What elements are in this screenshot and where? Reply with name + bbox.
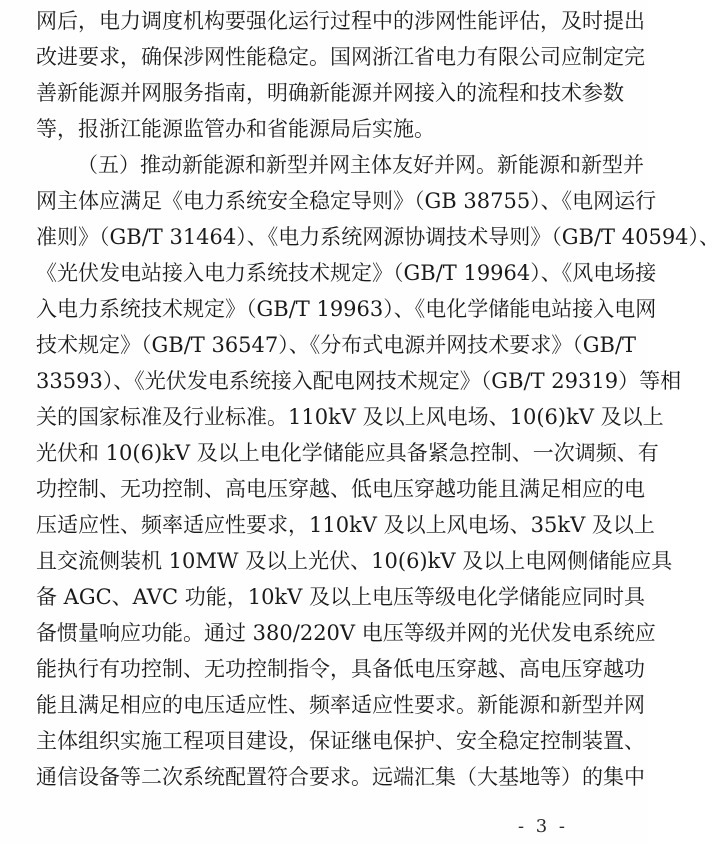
text-line: 备惯量响应功能。通过 380/220V 电压等级并网的光伏发电系统应 bbox=[36, 621, 656, 645]
section-heading-line: （五）推动新能源和新型并网主体友好并网。新能源和新型并 bbox=[77, 153, 644, 177]
text-line: 技术规定》（GB/T 36547）、《分布式电源并网技术要求》（GB/T bbox=[36, 333, 637, 357]
text-line: 《光伏发电站接入电力系统技术规定》（GB/T 19964）、《风电场接 bbox=[36, 261, 657, 285]
text-line: 准则》（GB/T 31464）、《电力系统网源协调技术导则》（GB/T 40594）、 bbox=[36, 225, 720, 249]
text-line: 压适应性、频率适应性要求，110kV 及以上风电场、35kV 及以上 bbox=[36, 513, 655, 537]
text-line: 备 AGC、AVC 功能，10kV 及以上电压等级电化学储能应同时具 bbox=[36, 585, 645, 609]
text-line: 改进要求，确保涉网性能稳定。国网浙江省电力有限公司应制定完 bbox=[36, 45, 645, 69]
page-number: - 3 - bbox=[517, 816, 568, 837]
text-line: 功控制、无功控制、高电压穿越、低电压穿越功能且满足相应的电 bbox=[36, 477, 645, 501]
text-line: 等，报浙江能源监管办和省能源局后实施。 bbox=[36, 117, 435, 141]
text-line: 光伏和 10(6)kV 及以上电化学储能应具备紧急控制、一次调频、有 bbox=[36, 441, 659, 465]
text-line: 能执行有功控制、无功控制指令，具备低电压穿越、高电压穿越功 bbox=[36, 657, 645, 681]
text-line: 入电力系统技术规定》（GB/T 19963）、《电化学储能电站接入电网 bbox=[36, 297, 657, 321]
text-line: 33593）、《光伏发电系统接入配电网技术规定》（GB/T 29319）等相 bbox=[36, 369, 682, 393]
text-line: 且交流侧装机 10MW 及以上光伏、10(6)kV 及以上电网侧储能应具 bbox=[36, 549, 673, 573]
text-line: 通信设备等二次系统配置符合要求。远端汇集（大基地等）的集中 bbox=[36, 765, 645, 789]
text-line: 关的国家标准及行业标准。110kV 及以上风电场、10(6)kV 及以上 bbox=[36, 405, 664, 429]
text-line: 网主体应满足《电力系统安全稳定导则》（GB 38755）、《电网运行 bbox=[36, 189, 657, 213]
text-line: 善新能源并网服务指南，明确新能源并网接入的流程和技术参数 bbox=[36, 81, 624, 105]
text-line: 能且满足相应的电压适应性、频率适应性要求。新能源和新型并网 bbox=[36, 693, 645, 717]
text-line: 网后，电力调度机构要强化运行过程中的涉网性能评估，及时提出 bbox=[36, 9, 645, 33]
text-line: 主体组织实施工程项目建设，保证继电保护、安全稳定控制装置、 bbox=[36, 729, 645, 753]
